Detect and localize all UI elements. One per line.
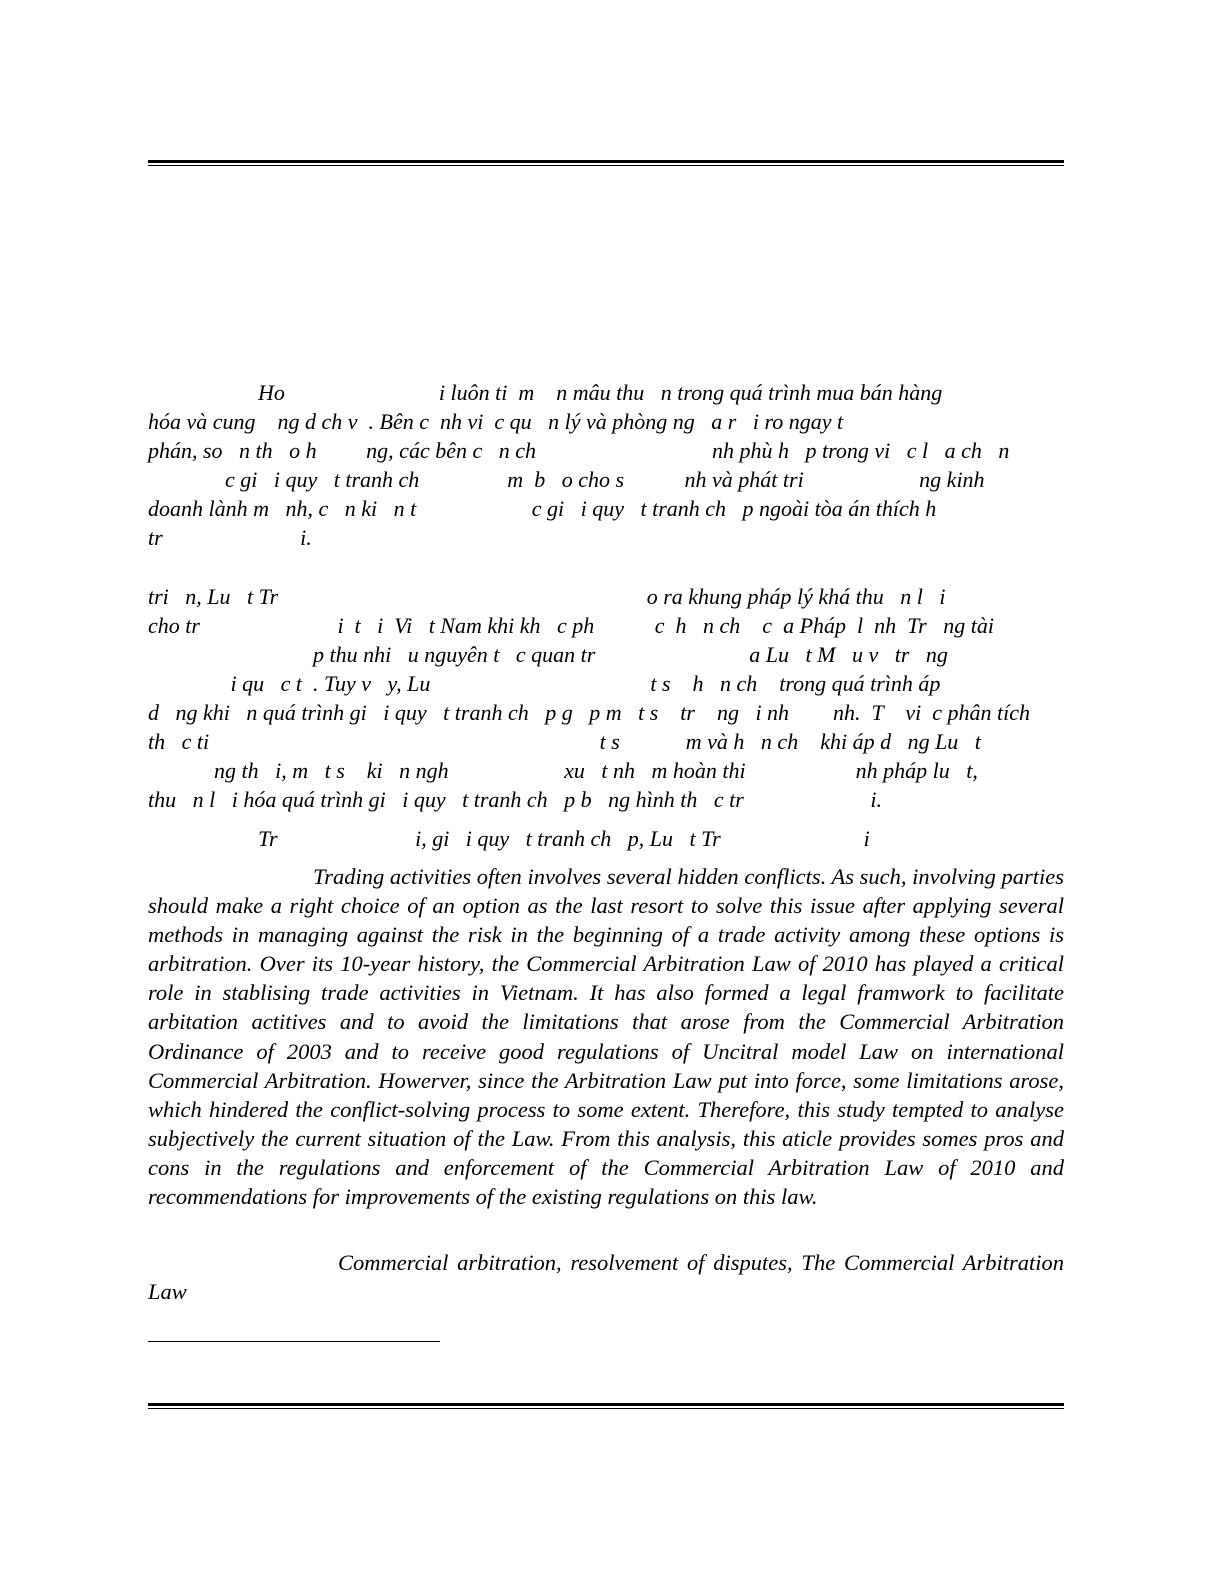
text-line: thu n l i hóa quá trình gi i quy t tranh ch p b ng hình th c tr i.: [148, 787, 882, 812]
text-line: tri n, Lu t Tr o ra khung pháp lý khá thu n l i: [148, 584, 946, 609]
text-line: doanh lành m nh, c n ki n t c gi i quy t tranh ch p ngoài tòa án thích h: [148, 496, 937, 521]
text-line: c gi i quy t tranh ch m b o cho s nh và phát tri ng kinh: [148, 467, 985, 492]
keywords-vi: [148, 824, 1064, 853]
abstract-en: [148, 862, 1064, 1211]
text-line: th c ti t s m và h n ch khi áp d ng Lu t: [148, 729, 981, 754]
abstract-en-text: Trading activities often involves several hidden conflicts. As such, involving parties should make a right choice of an option as the last resort to solve this issue after applying several methods in managing against the risk in the beginning of a trade activity among these options is arbitration. Over its 10-year history, the Commercial Arbitration Law of 2010 has played a critical role in stablising trade activities in Vietnam. It has also formed a legal framwork to facilitate arbitation actitives and to avoid the limitations that arose from the Commercial Arbitration Ordinance of 2003 and to receive good regulations of Uncitral model Law on international Commercial Arbitration. Howerver, since the Arbitration Law put into force, some limitations arose, which hindered the conflict-solving process to some extent. Therefore, this study tempted to analyse subjectively the current situation of the Law. From this analysis, this aticle provides somes pros and cons in the regulations and enforcement of the Commercial Arbitration Law of 2010 and recommendations for improvements of the existing regulations on this law.: [148, 864, 1064, 1210]
keywords-vi-text: Tr i, gi i quy t tranh ch p, Lu t Tr i: [148, 826, 870, 851]
text-line: cho tr i t i Vi t Nam khi kh c ph c h n ch c a Pháp l nh Tr ng tài: [148, 613, 994, 638]
keywords-en-text: Commercial arbitration, resolvement of disputes, The Commercial Arbitration Law: [148, 1250, 1064, 1304]
text-line: Ho i luôn ti m n mâu thu n trong quá trình mua bán hàng: [148, 380, 943, 405]
footnote-separator: [148, 1341, 440, 1342]
abstract-vi-paragraph-2: [148, 582, 1064, 814]
text-line: i qu c t . Tuy v y, Lu t s h n ch trong quá trình áp: [148, 671, 941, 696]
text-line: ng th i, m t s ki n ngh xu t nh m hoàn thi nh pháp lu t,: [148, 758, 978, 783]
text-line: phán, so n th o h ng, các bên c n ch nh phù h p trong vi c l a ch n: [148, 438, 1010, 463]
footer-rule: [148, 1403, 1064, 1409]
text-line: p thu nhi u nguyên t c quan tr a Lu t M u v tr ng: [148, 642, 948, 667]
text-line: tr i.: [148, 525, 312, 550]
abstract-vi-paragraph-1: [148, 378, 1064, 552]
text-line: hóa và cung ng d ch v . Bên c nh vi c qu n lý và phòng ng a r i ro ngay t: [148, 409, 844, 434]
header-rule: [148, 160, 1064, 166]
keywords-en: [148, 1248, 1064, 1306]
text-line: d ng khi n quá trình gi i quy t tranh ch p g p m t s tr ng i nh nh. T vi c phân tích: [148, 700, 1031, 725]
